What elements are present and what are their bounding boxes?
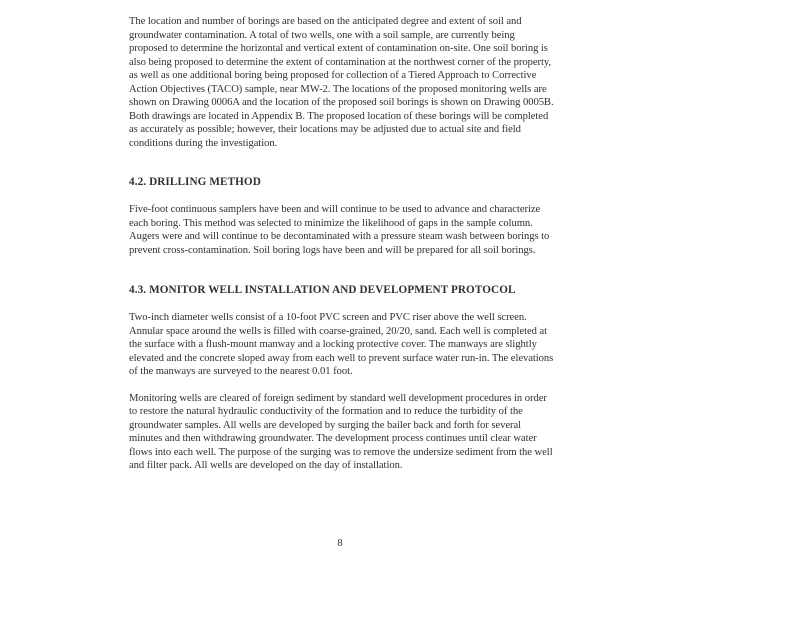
paragraph-drilling-method: Five-foot continuous samplers have been and will continue to be used to advance and characterize each boring. This method was selected to minimize the likelihood of gaps in the sample column. Augers were and will continue to be decontaminated with a pressure steam wash between borings to prevent cross-contamination. Soil boring logs have been and will be prepared for all soil borings. — [129, 204, 550, 256]
page-number: 8 — [337, 538, 343, 549]
paragraph-well-development: Monitoring wells are cleared of foreign sediment by standard well development procedures in order to restore the natural hydraulic conductivity of the formation and to reduce the turbidity of the groundwater samples. All wells are developed by surging the bailer back and forth for several minutes and then withdrawing groundwater. The development process continues until clear water flows into each well. The purpose of the surging was to remove the undersize sediment from the well and filter pack. All wells are developed on the day of installation. — [129, 392, 553, 471]
section-heading-monitor-well: 4.3. MONITOR WELL INSTALLATION AND DEVELOPMENT PROTOCOL — [129, 284, 516, 296]
paragraph-boring-locations: The location and number of borings are based on the anticipated degree and extent of soil and groundwater contamination. A total of two wells, one with a soil sample, are currently being proposed to determine the horizontal and vertical extent of contamination on-site. One soil boring is also being proposed to determine the extent of contamination at the northwest corner of the property, as well as one additional boring being proposed for collection of a Tiered Approach to Corrective Action Objectives (TACO) sample, near MW-2. The locations of the proposed monitoring wells are shown on Drawing 0006A and the location of the proposed soil borings is shown on Drawing 0005B. Both drawings are located in Appendix B. The proposed location of these borings will be completed as accurately as possible; however, their locations may be adjusted due to actual site and field conditions during the investigation. — [129, 16, 554, 149]
paragraph-well-installation: Two-inch diameter wells consist of a 10-foot PVC screen and PVC riser above the well screen. Annular space around the wells is filled with coarse-grained, 20/20, sand. Each well is completed at the surface with a flush-mount manway and a locking protective cover. The manways are slightly elevated and the concrete sloped away from each well to prevent surface water run-in. The elevations of the manways are surveyed to the nearest 0.01 foot. — [129, 312, 554, 377]
section-heading-drilling-method: 4.2. DRILLING METHOD — [129, 176, 261, 188]
body-text-column — [129, 15, 554, 473]
